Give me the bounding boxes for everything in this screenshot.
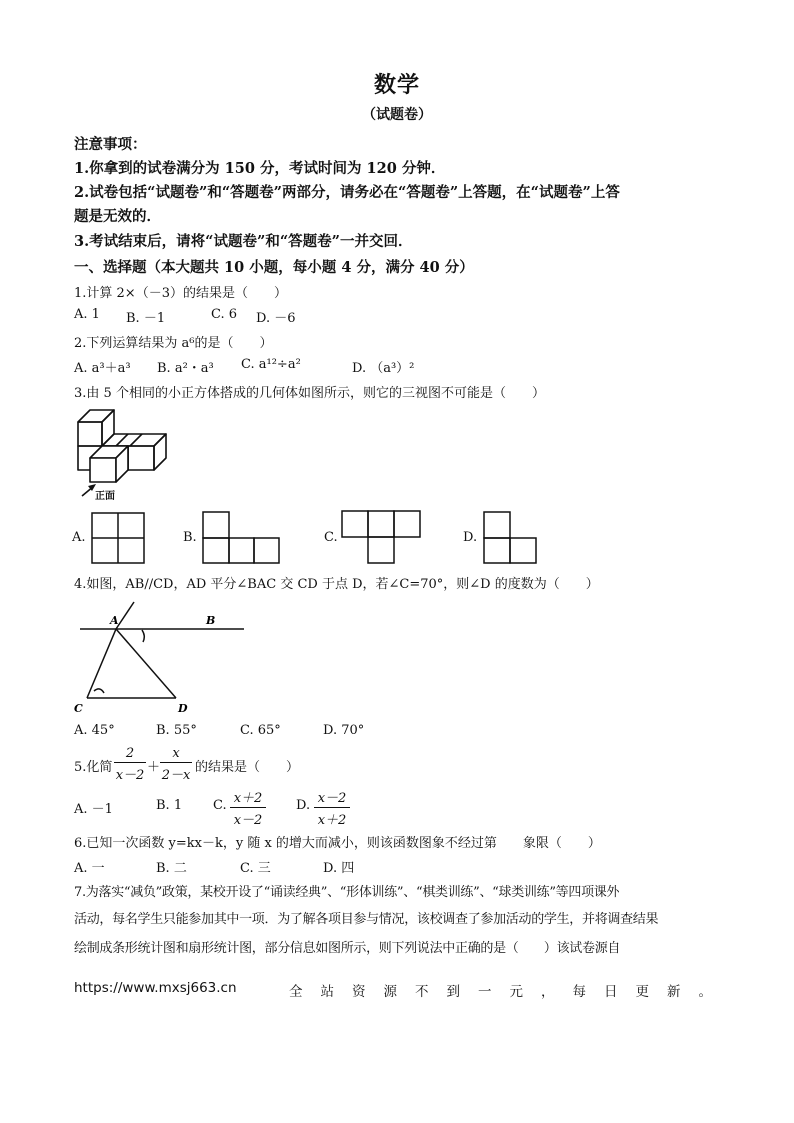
- q5-option-c-fraction: [230, 787, 266, 828]
- q4-option-c: C. 65°: [240, 723, 281, 738]
- q5-option-c-label: C.: [213, 798, 227, 813]
- q6-option-b: B. 二: [156, 861, 187, 876]
- q4-label-a: A: [110, 614, 119, 627]
- question-6-stem: 6.已知一次函数 y=kx－k，y 随 x 的增大而减小，则该函数图象不经过第 象限（ ）: [74, 836, 601, 851]
- q6-option-d: D. 四: [323, 861, 355, 876]
- q3-option-a: A.: [72, 530, 86, 545]
- notice-item-3: 3.考试结束后，请将“试题卷”和“答题卷”一并交回．: [74, 233, 413, 250]
- q5-option-d-denominator: x＋2: [317, 813, 347, 828]
- question-5-stem-suffix: 的结果是（ ）: [195, 760, 300, 775]
- q4-option-b: B. 55°: [156, 723, 197, 738]
- question-1-stem: 1.计算 2×（－3）的结果是（ ）: [74, 286, 287, 301]
- q5-frac2-numerator: x: [172, 746, 180, 761]
- q5-option-d-numerator: x－2: [317, 791, 347, 806]
- q5-fraction-2: [160, 746, 192, 783]
- page-subtitle: （试题卷）: [362, 107, 432, 123]
- cube-stack-figure: [72, 404, 172, 500]
- notice-heading: 注意事项：: [74, 136, 147, 153]
- q1-option-b: B. －1: [126, 311, 166, 326]
- q4-option-d: D. 70°: [323, 723, 365, 738]
- question-7-line-1: 7.为落实“减负”政策，某校开设了“诵读经典”、“形体训练”、“棋类训练”、“球类训练”等四项课外: [74, 885, 620, 900]
- footer-slogan: 全站资源不到一元，每日更新。: [289, 984, 730, 1000]
- section-heading: 一、选择题（本大题共 10 小题，每小题 4 分，满分 40 分）: [74, 259, 474, 276]
- q2-option-a: A. a³＋a³: [74, 361, 131, 376]
- q5-plus-sign: ＋: [147, 760, 161, 775]
- q3-option-b: B.: [183, 530, 197, 545]
- q3-option-d: D.: [463, 530, 478, 545]
- q3-view-d: [483, 511, 539, 565]
- page-title: 数学: [373, 72, 420, 98]
- q3-view-a: [91, 512, 146, 564]
- q3-option-c: C.: [324, 530, 338, 545]
- q5-option-c-denominator: x－2: [233, 813, 263, 828]
- q5-option-c-numerator: x＋2: [233, 791, 263, 806]
- q3-view-c: [341, 510, 423, 565]
- question-3-stem: 3.由 5 个相同的小正方体搭成的几何体如图所示，则它的三视图不可能是（ ）: [74, 386, 545, 401]
- footer-url[interactable]: https://www.mxsj663.cn: [74, 980, 237, 996]
- q1-option-d: D. －6: [256, 311, 296, 326]
- q4-label-b: B: [206, 614, 216, 627]
- q2-option-d: D. （a³）²: [352, 361, 415, 376]
- question-7-line-2: 活动，每名学生只能参加其中一项．为了解各项目参与情况，该校调查了参加活动的学生，并将调查结果: [74, 912, 659, 927]
- q4-option-a: A. 45°: [74, 723, 115, 738]
- q5-frac1-numerator: 2: [125, 746, 135, 761]
- q4-triangle-figure: [72, 594, 252, 716]
- q1-option-a: A. 1: [74, 307, 100, 322]
- q3-view-b: [202, 511, 282, 565]
- q6-option-c: C. 三: [240, 861, 271, 876]
- q5-frac1-denominator: x－2: [115, 768, 145, 783]
- front-view-label: 正面: [95, 491, 115, 502]
- q4-label-d: D: [178, 702, 188, 715]
- question-4-stem: 4.如图，AB//CD，AD 平分∠BAC 交 CD 于点 D，若∠C=70°，则∠D 的度数为（ ）: [74, 577, 599, 592]
- q5-option-b: B. 1: [156, 798, 183, 813]
- q4-label-c: C: [74, 702, 83, 715]
- notice-item-2-cont: 题是无效的．: [74, 208, 161, 225]
- q2-option-c: C. a¹²÷a²: [241, 357, 301, 372]
- question-7-line-3: 绘制成条形统计图和扇形统计图，部分信息如图所示，则下列说法中正确的是（ ）该试卷源自: [74, 941, 621, 956]
- q2-option-b: B. a²・a³: [157, 361, 214, 376]
- q5-option-a: A. －1: [74, 802, 113, 817]
- question-2-stem: 2.下列运算结果为 a⁶的是（ ）: [74, 336, 273, 351]
- q5-option-d-fraction: [314, 787, 350, 828]
- q5-option-d-label: D.: [296, 798, 311, 813]
- q5-fraction-1: [114, 746, 146, 783]
- q5-frac2-denominator: 2－x: [161, 768, 191, 783]
- notice-item-1: 1.你拿到的试卷满分为 150 分，考试时间为 120 分钟．: [74, 160, 446, 177]
- question-5-stem-prefix: 5.化简: [74, 760, 113, 775]
- q6-option-a: A. 一: [74, 861, 105, 876]
- q1-option-c: C. 6: [211, 307, 238, 322]
- notice-item-2: 2.试卷包括“试题卷”和“答题卷”两部分，请务必在“答题卷”上答题，在“试题卷”上答: [74, 184, 620, 201]
